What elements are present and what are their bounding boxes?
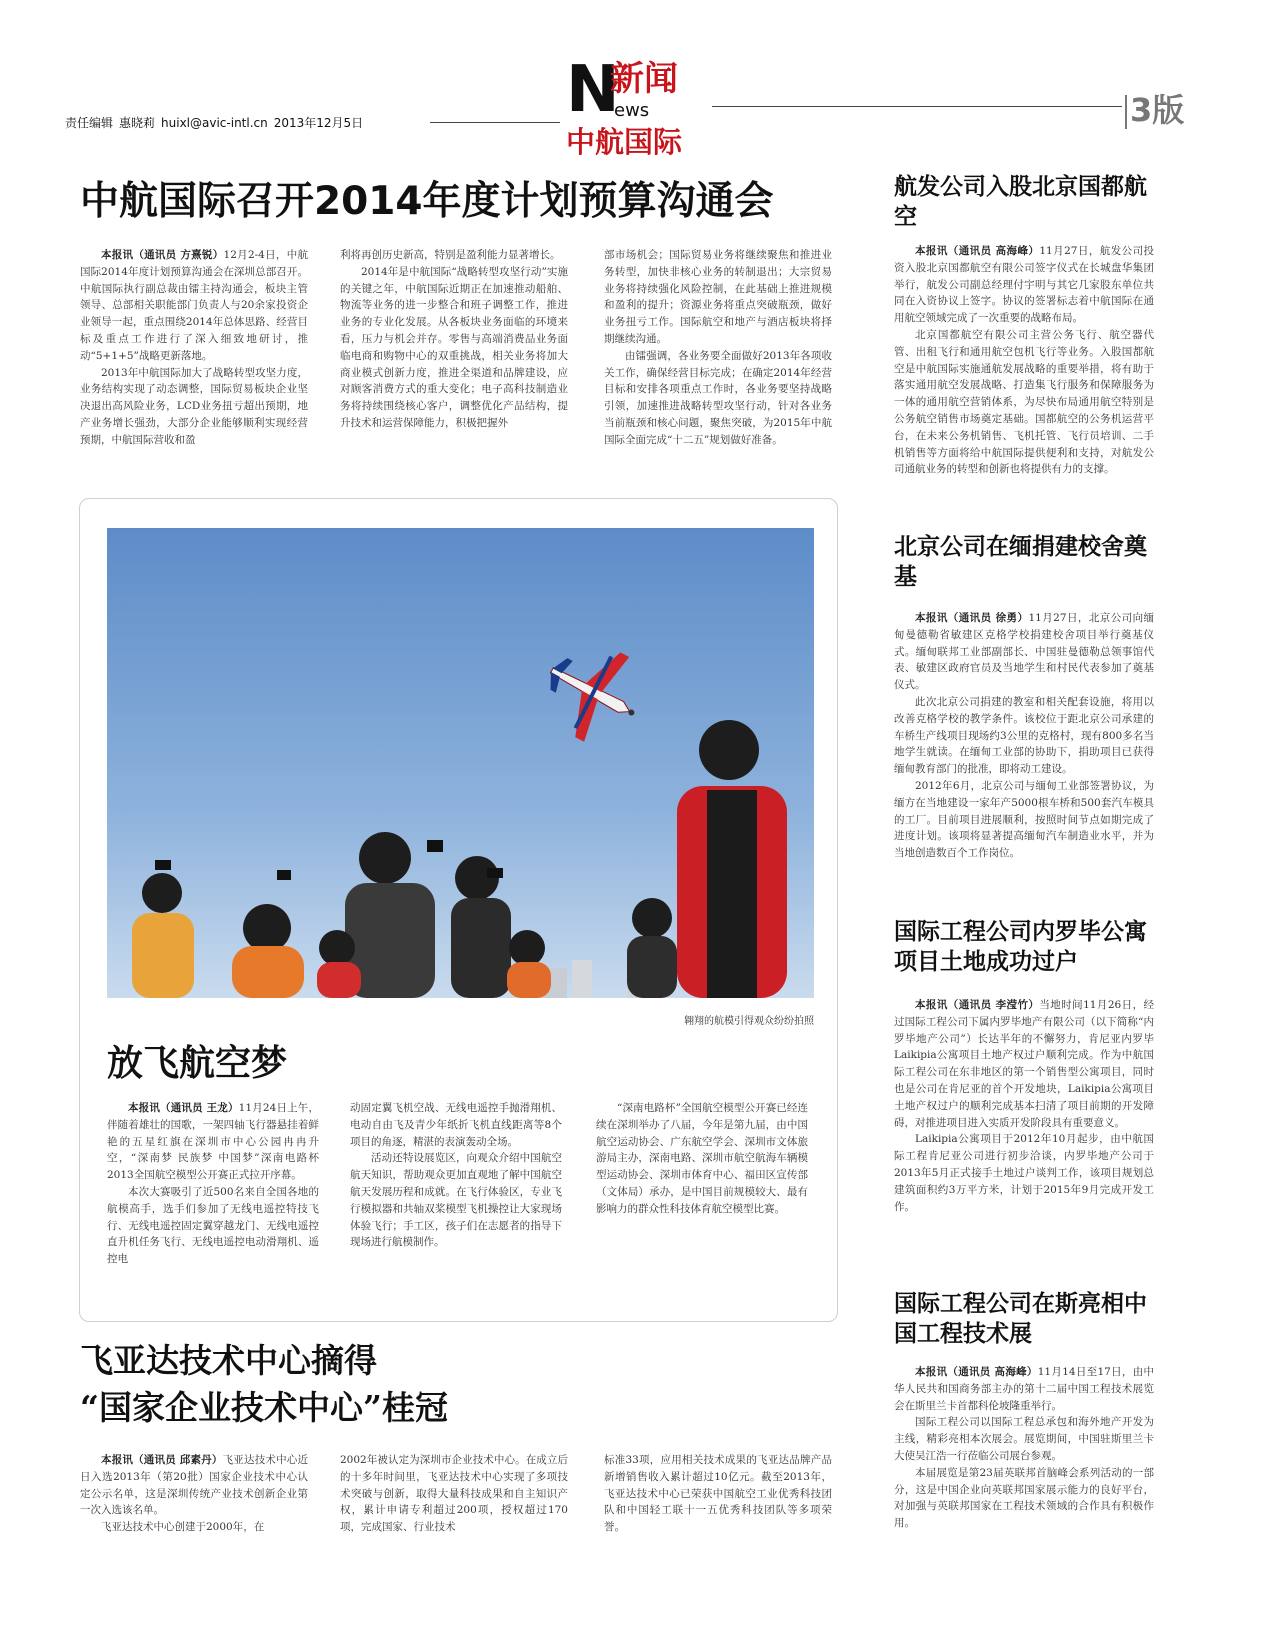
- tech-para: 标准33项，应用相关技术成果的飞亚达品牌产品新增销售收入累计超过10亿元。截至2013年，飞亚达技术中心已荣获中国航空工业优秀科技团队和中国轻工联十一五优秀科技团队等多项荣誉。: [604, 1454, 832, 1534]
- header-rule-right: [712, 106, 1122, 107]
- sidebar-article: [894, 997, 1154, 1215]
- newspaper-logo: [566, 53, 706, 168]
- logo-cn: 新闻: [610, 59, 678, 99]
- sidebar-byline: 本报讯（通讯员 李滢竹）: [915, 999, 1040, 1011]
- feature-byline: 本报讯（通讯员 王龙）: [128, 1102, 239, 1114]
- logo-en: ews: [614, 100, 650, 121]
- photo-caption: 翱翔的航模引得观众纷纷拍照: [684, 1016, 814, 1027]
- tech-headline-line-1: 飞亚达技术中心摘得: [80, 1341, 377, 1380]
- sidebar-para: 11月27日，航发公司投资入股北京国都航空有限公司签字仪式在长城盘华集团举行，航发公司副总经理付宇明与其它几家股东单位共同在入资协议上签字。协议的签署标志着中航国际在通用航空领域完成了一次重要的战略布局。: [894, 245, 1155, 325]
- logo-org: 中航国际: [566, 125, 683, 159]
- feature-headline: 放飞航空梦: [107, 1042, 288, 1084]
- lead-para: 2014年是中航国际“战略转型攻坚行动”实施的关键之年，中航国际近期正在加速推动船舶、物流等业务的进一步整合和班子调整工作，推进业务的专业化发展。从各板块业务面临的环境来看，压力与机会并存。零售与高端消费品业务面临电商和购物中心的双重挑战，相关业务将加大商业模式创新力度，推进全渠道和品牌建设，应对顾客消费方式的重大变化；电子高科技制造业务将持续围绕核心客户，调整优化产品结构，提升技术和运营保障能力，积极把握外: [340, 265, 568, 429]
- sidebar-para: 11月14日至17日，由中华人民共和国商务部主办的第十二届中国工程技术展览会在斯里兰卡首都科伦坡隆重举行。: [894, 1366, 1154, 1412]
- sidebar-byline: 本报讯（通讯员 徐勇）: [915, 612, 1029, 624]
- editor-label: 责任编辑: [65, 116, 114, 130]
- tech-headline-line-2: “国家企业技术中心”桂冠: [80, 1388, 448, 1427]
- sidebar-headline: 国际工程公司在斯亮相中国工程技术展: [894, 1291, 1147, 1347]
- sidebar-para: 此次北京公司捐建的教室和相关配套设施，将用以改善克格学校的教学条件。该校位于距北京公司承建的车桥生产线项目现场约3公里的克格村，现有800多名当地学生就读。在缅甸工业部的协助下，捐助项目已获得缅甸教育部门的批准，即将动工建设。: [894, 695, 1154, 776]
- sidebar-headline: 北京公司在缅捐建校舍奠基: [894, 534, 1147, 590]
- editor-email: huixl@avic-intl.cn: [161, 116, 268, 130]
- sidebar-byline: 本报讯（通讯员 高海峰）: [915, 245, 1040, 257]
- feature-para: 动固定翼飞机空战、无线电遥控手抛滑翔机、电动自由飞及青少年纸折飞机直线距离等8个项目的角逐，精湛的表演轰动全场。: [350, 1102, 562, 1148]
- masthead-meta: [65, 114, 369, 131]
- sidebar-byline: 本报讯（通讯员 高海峰）: [915, 1366, 1038, 1378]
- sidebar-headline: 航发公司入股北京国都航空: [894, 174, 1147, 230]
- tech-col-1: [80, 1452, 308, 1536]
- sidebar-para: 本届展览是第23届英联邦首脑峰会系列活动的一部分，这是中国企业向英联邦国家展示能力的良好平台，对加强与英联邦国家在工程技术领域的合作具有积极作用。: [894, 1466, 1154, 1530]
- lead-para: 由镭强调，各业务要全面做好2013年各项收关工作，确保经营目标完成；在确定2014年经营目标和安排各项重点工作时，各业务要坚持战略引领，加速推进战略转型攻坚行动，针对各业务当前瓶颈和核心问题，聚焦突破，为2015年中航国际全面完成“十二五”规划做好准备。: [604, 349, 832, 446]
- header-rule-left: [430, 122, 560, 123]
- lead-col-1: [80, 247, 308, 449]
- logo-letter: N: [566, 53, 616, 127]
- tech-col-2: [340, 1452, 568, 1536]
- feature-para: 本次大赛吸引了近500名来自全国各地的航模高手，选手们参加了无线电遥控特技飞行、无线电遥控固定翼穿越龙门、无线电遥控直升机任务飞行、无线电遥控电动滑翔机、遥控电: [107, 1185, 319, 1266]
- tech-col-3: [604, 1452, 832, 1536]
- page-number-divider: [1125, 95, 1127, 129]
- issue-date: 2013年12月5日: [273, 116, 364, 130]
- lead-col-2: [340, 247, 568, 432]
- lead-col-3: [604, 247, 832, 449]
- tech-para: 2002年被认定为深圳市企业技术中心。在成立后的十多年时间里，飞亚达技术中心实现了多项技术突破与创新，取得大量科技成果和自主知识产权，累计申请专利超过200项，授权超过170项，完成国家、行业技术: [340, 1454, 568, 1534]
- sidebar-para: 2012年6月，北京公司与缅甸工业部签署协议，为缅方在当地建设一家年产5000根车桥和500套汽车模具的工厂。目前项目进展顺利，按照时间节点如期完成了进度计划。该项将显著提高缅甸汽车制造业水平，并为当地创造数百个工作岗位。: [894, 779, 1154, 860]
- sidebar-article: [894, 1364, 1154, 1532]
- lead-para: 12月2-4日，中航国际2014年度计划预算沟通会在深圳总部召开。中航国际执行副总裁由镭主持沟通会，板块主管领导、总部相关职能部门负责人与20余家投资企业领导一起，重点围绕2014年总体思路、经营目标及重点工作进行了深入细致地研讨，推动“5+1+5”战略更新落地。: [80, 249, 308, 362]
- lead-headline: 中航国际召开2014年度计划预算沟通会: [80, 179, 774, 224]
- feature-para: 11月24日上午，伴随着雄壮的国歌，一架四轴飞行器悬挂着鲜艳的五星红旗在深圳市中心公园冉冉升空，“深南梦 民族梦 中国梦”深南电路杯2013全国航空模型公开赛正式拉开序幕。: [107, 1102, 319, 1182]
- editor-name: 惠晓莉: [119, 116, 156, 130]
- sidebar-para: Laikipia公寓项目于2012年10月起步，由中航国际工程肯尼亚公司进行初步洽谈，内罗毕地产公司于2013年5月正式接手土地过户谈判工作，该项目规划总建筑面积约3万平方米，计划于2015年9月完成开发工作。: [894, 1133, 1154, 1213]
- lead-para: 部市场机会；国际贸易业务将继续聚焦和推进业务转型，加快非核心业务的转制退出；大宗贸易业务将持续强化风险控制，在此基础上推进规模和盈利的提升；资源业务将重点突破瓶颈，做好业务扭亏工作。国际航空和地产与酒店板块将择期继续沟通。: [604, 249, 832, 345]
- tech-para: 飞亚达技术中心近日入选2013年（第20批）国家企业技术中心认定公示名单，这是深圳传统产业技术创新企业第一次入选该名单。: [80, 1454, 309, 1517]
- feature-para: 活动还特设展览区，向观众介绍中国航空航天知识，帮助观众更加直观地了解中国航空航天发展历程和成就。在飞行体验区，专业飞行模拟器和共轴双桨模型飞机操控让大家现场体验飞行；手工区，孩子们在志愿者的指导下现场进行航模制作。: [350, 1152, 562, 1249]
- tech-byline: 本报讯（通讯员 邱素丹）: [101, 1454, 223, 1466]
- sidebar-headline: 国际工程公司内罗毕公寓项目土地成功过户: [894, 919, 1147, 975]
- feature-col-1: [107, 1100, 319, 1268]
- sidebar-para: 11月27日，北京公司向缅甸曼德勒省敏建区克格学校捐建校舍项目举行奠基仪式。缅甸联邦工业部副部长、中国驻曼德勒总领事馆代表、敏建区政府官员及当地学生和村民代表参加了奠基仪式。: [894, 612, 1154, 692]
- tech-para: 飞亚达技术中心创建于2000年，在: [101, 1521, 265, 1534]
- feature-col-2: [350, 1100, 562, 1251]
- lead-para: 利将再创历史新高，特别是盈利能力显著增长。: [340, 249, 561, 261]
- sidebar-para: 当地时间11月26日，经过国际工程公司下属内罗毕地产有限公司（以下简称“内罗毕地产公司”）长达半年的不懈努力，肯尼亚内罗毕Laikipia公寓项目土地产权过户顺利完成。作为中航国际工程公司在东非地区的第一个销售型公寓项目，同时也是公司在肯尼亚的首个开发地块，Laikipia公寓项目土地产权过户的顺利完成基本扫清了项目前期的开发障碍，对推进项目进入实质开发阶段具有重要意义。: [894, 999, 1155, 1129]
- feature-photo: [107, 528, 814, 998]
- page-number: 3版: [1130, 91, 1185, 129]
- sidebar-article: [894, 610, 1154, 862]
- lead-para: 2013年中航国际加大了战略转型攻坚力度，业务结构实现了动态调整，国际贸易板块企业坚决退出高风险业务，LCD业务扭亏超出预期，地产业务增长强劲，大部分企业能够顺利实现经营预期，中航国际营收和盈: [80, 366, 308, 446]
- feature-col-3: [596, 1100, 808, 1218]
- sidebar-para: 北京国都航空有限公司主营公务飞行、航空器代管、出租飞行和通用航空包机飞行等业务。入股国都航空是中航国际实施通航发展战略的重要举措，将有助于落实通用航空发展战略、打造集飞行服务和保障服务为一体的通用航空营销体系，为尽快布局通用航空特别是公务航空销售市场奠定基础。国都航空的公务机运营平台，在未来公务机销售、飞机托管、飞行员培训、二手机销售等方面将给中航国际提供便利和支持，对航发公司通航业务的转型和创新也将提供有力的支撑。: [894, 328, 1154, 476]
- lead-byline: 本报讯（通讯员 方熹锐）: [101, 249, 224, 261]
- sidebar-article: [894, 243, 1154, 478]
- feature-para: “深南电路杯”全国航空模型公开赛已经连续在深圳举办了八届，今年是第九届，由中国航空运动协会、广东航空学会、深圳市文体旅游局主办，深南电路、深圳市航空航海车辆模型运动协会、深圳市体育中心、福田区宣传部（文体局）承办，是中国目前规模较大、最有影响力的群众性科技体育航空模型比赛。: [596, 1102, 808, 1215]
- sidebar-para: 国际工程公司以国际工程总承包和海外地产开发为主线，精彩亮相本次展会。展览期间，中国驻斯里兰卡大使吴江浩一行莅临公司展台参观。: [894, 1416, 1154, 1462]
